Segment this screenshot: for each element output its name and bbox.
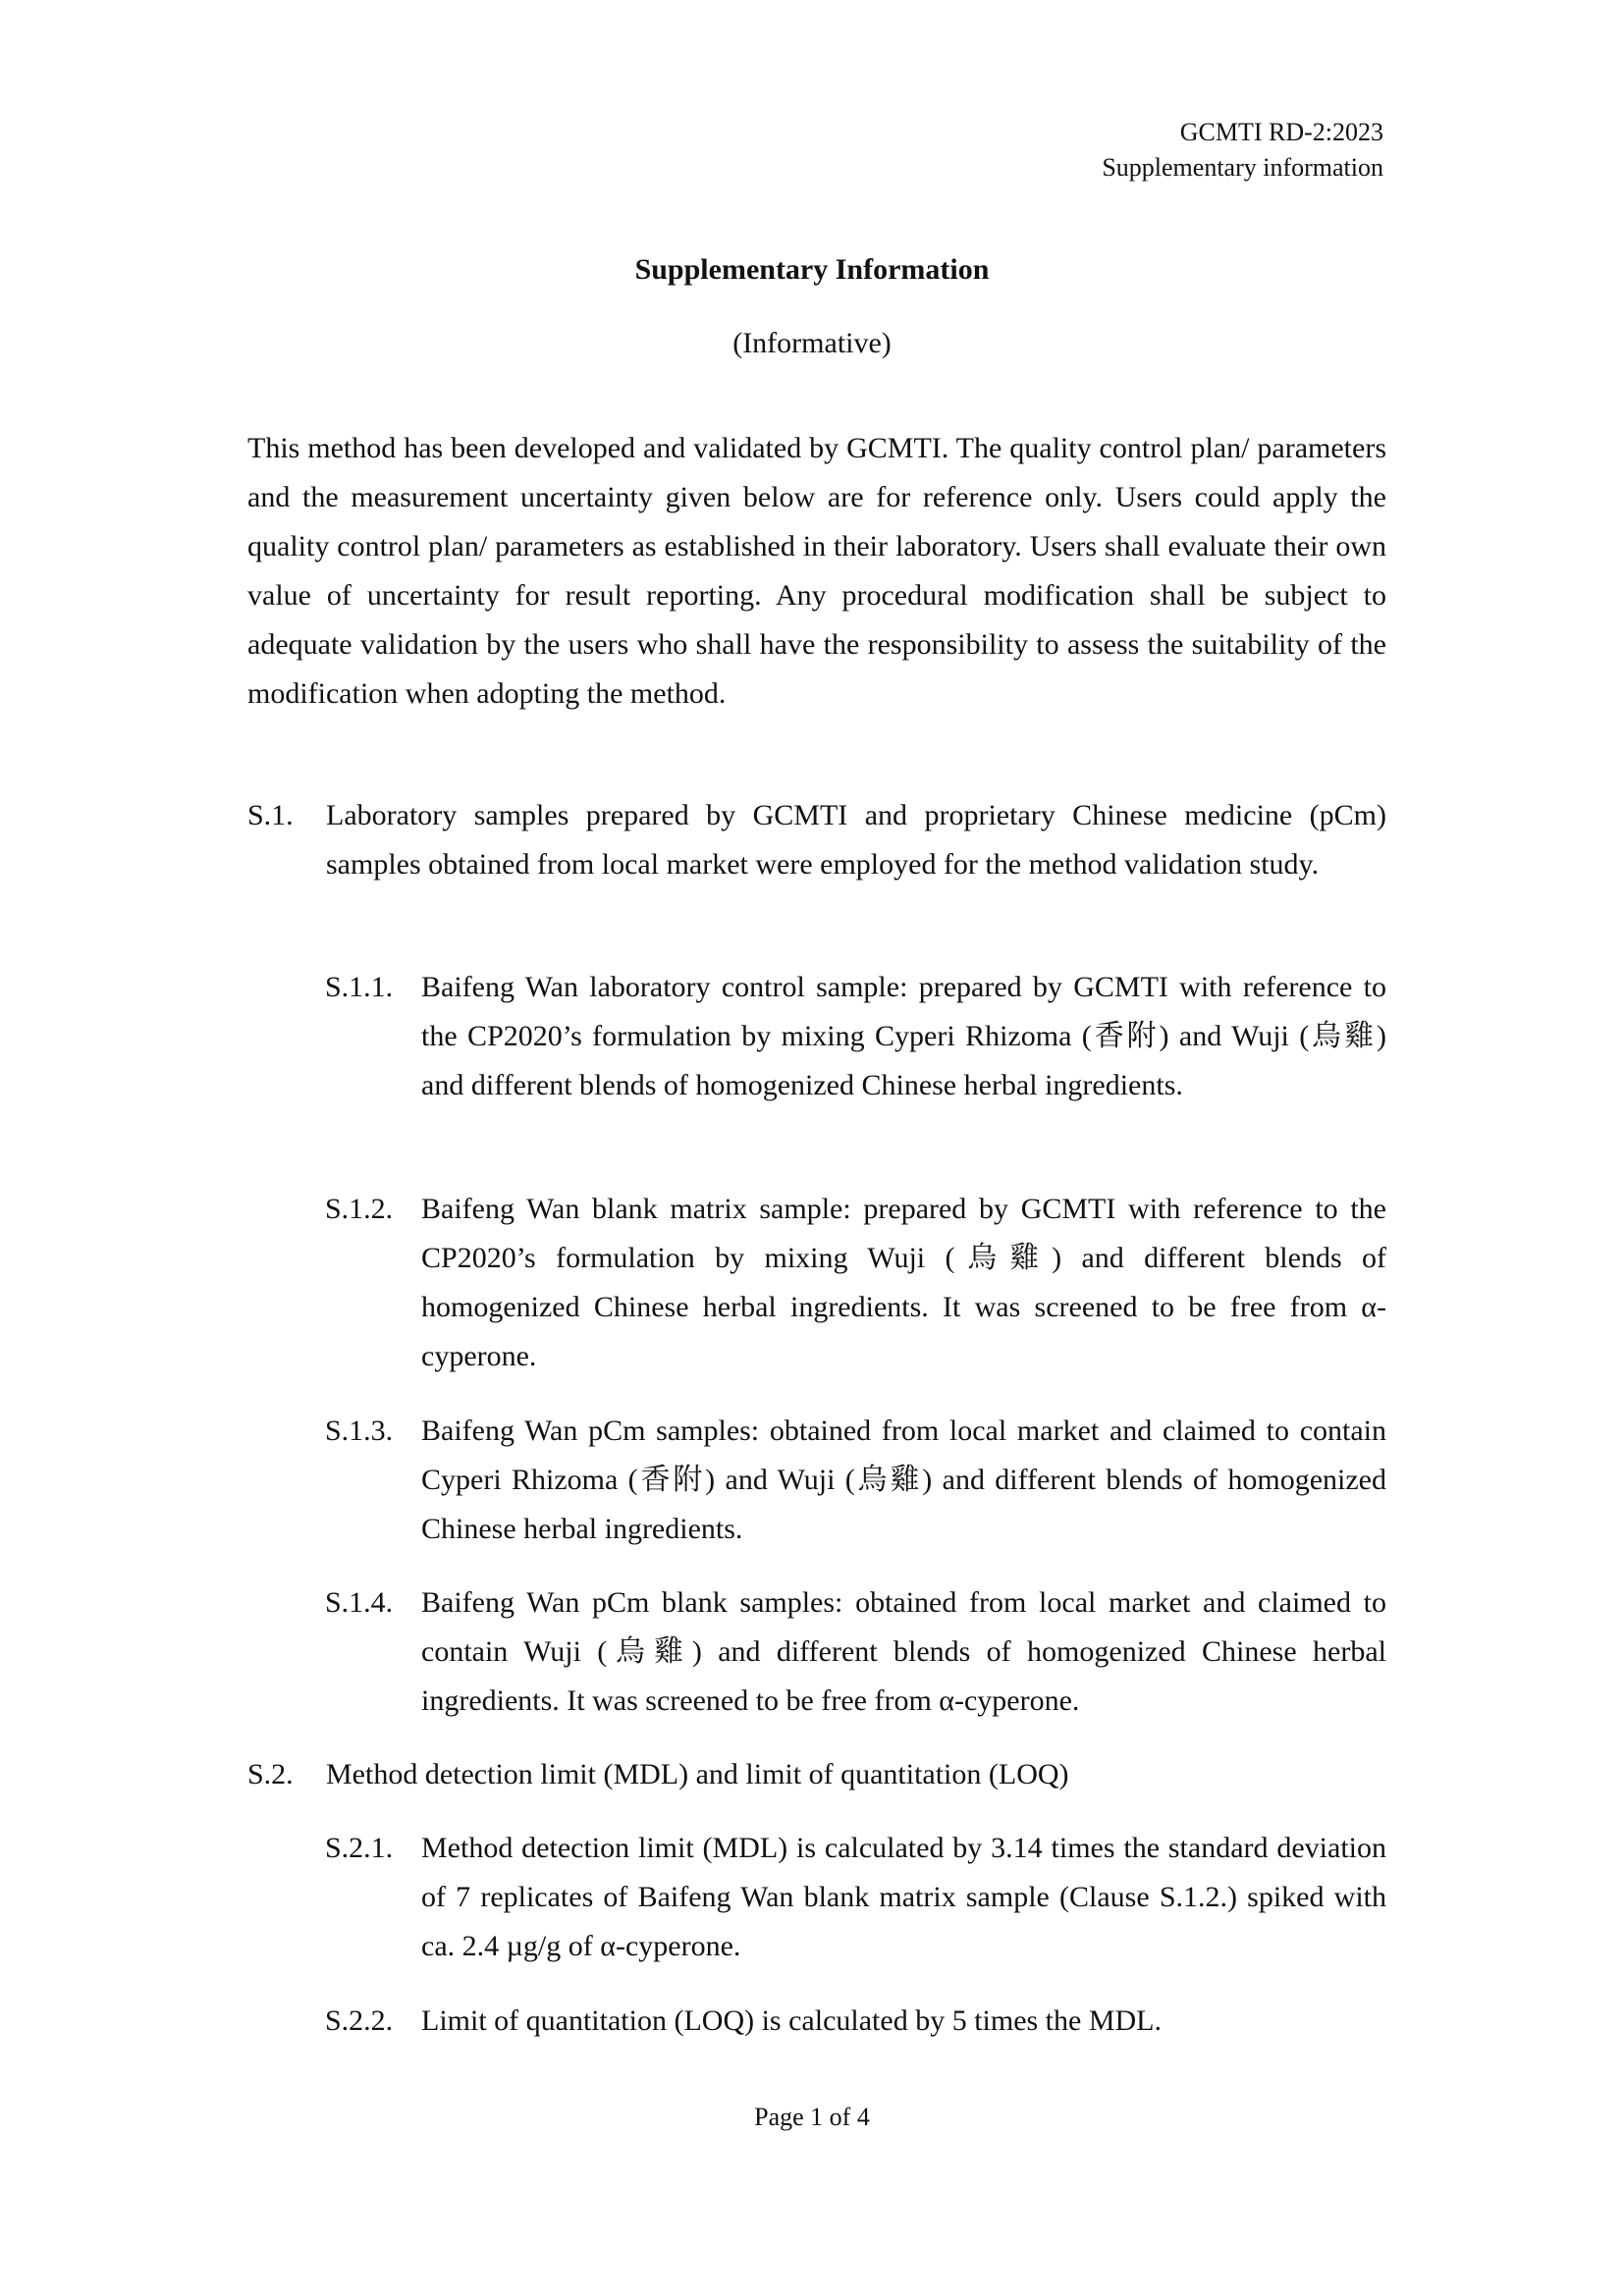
page-number: Page 1 of 4 <box>754 2103 870 2131</box>
subsection-number: S.2.1. <box>325 1832 394 1864</box>
subsection-s1-1 <box>325 963 1386 1110</box>
page-title: Supplementary Information <box>634 253 990 286</box>
subsection-text: Baifeng Wan laboratory control sample: prepared by GCMTI with reference to the CP2020’s formulation by mixing Cyperi Rhizoma (香附) and Wuji (烏雞) and different blends of homogenized Chinese herbal ingredients. <box>421 971 1386 1101</box>
subsection-text: Method detection limit (MDL) is calculated by 3.14 times the standard deviation of 7 replicates of Baifeng Wan blank matrix sample (Clause S.1.2.) spiked with ca. 2.4 µg/g of α-cyperone. <box>421 1832 1386 1962</box>
subsection-number: S.1.3. <box>325 1415 394 1447</box>
section-number: S.2. <box>247 1758 294 1790</box>
document-subtitle: Supplementary information <box>1102 153 1383 182</box>
section-number: S.1. <box>247 799 294 831</box>
subsection-s2-1 <box>325 1824 1386 1971</box>
subsection-text: Baifeng Wan pCm samples: obtained from local market and claimed to contain Cyperi Rhizoma (香附) and Wuji (烏雞) and different blends of homogenized Chinese herbal ingredients. <box>421 1415 1386 1545</box>
section-text: Laboratory samples prepared by GCMTI and proprietary Chinese medicine (pCm) samples obtained from local market were employed for the method validation study. <box>326 799 1386 881</box>
subsection-s1-3 <box>325 1407 1386 1554</box>
subsection-s1-4 <box>325 1578 1386 1726</box>
subsection-number: S.2.2. <box>325 2004 394 2037</box>
subsection-text: Limit of quantitation (LOQ) is calculated by 5 times the MDL. <box>421 2004 1162 2037</box>
subsection-number: S.1.4. <box>325 1586 394 1619</box>
subsection-text: Baifeng Wan blank matrix sample: prepared by GCMTI with reference to the CP2020’s formulation by mixing Wuji (烏雞) and different blends of homogenized Chinese herbal ingredients. It was screened to be free from α-cyperone. <box>421 1193 1386 1372</box>
section-text: Method detection limit (MDL) and limit of quantitation (LOQ) <box>326 1758 1069 1790</box>
document-code: GCMTI RD-2:2023 <box>1179 118 1383 146</box>
subsection-number: S.1.2. <box>325 1193 394 1225</box>
intro-paragraph: This method has been developed and validated by GCMTI. The quality control plan/ parameters and the measurement uncertainty given below are for reference only. Users could apply the quality control plan/ parameters as established in their laboratory. Users shall evaluate their own value of uncertainty for result reporting. Any procedural modification shall be subject to adequate validation by the users who shall have the responsibility to assess the suitability of the modification when adopting the method. <box>247 432 1386 710</box>
subsection-text: Baifeng Wan pCm blank samples: obtained from local market and claimed to contain Wuji (烏雞) and different blends of homogenized Chinese herbal ingredients. It was screened to be free from α-cyperone. <box>421 1586 1386 1717</box>
section-s2 <box>247 1750 1386 1799</box>
subsection-number: S.1.1. <box>325 971 394 1003</box>
document-header <box>1102 115 1383 186</box>
page-subtitle: (Informative) <box>732 327 892 359</box>
section-s1 <box>247 791 1386 889</box>
subsection-s1-2 <box>325 1185 1386 1381</box>
subsection-s2-2 <box>325 1997 1386 2046</box>
